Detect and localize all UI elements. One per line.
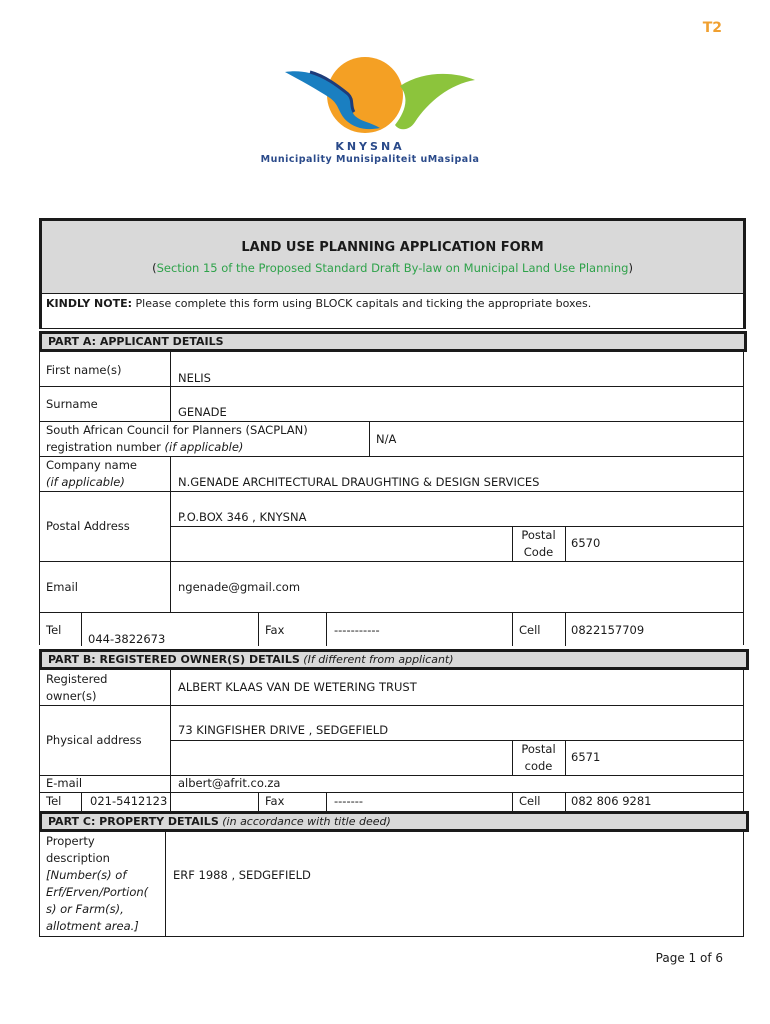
email-field[interactable]: ngenade@gmail.com <box>178 580 301 594</box>
email-label: Email <box>46 580 78 594</box>
logo-subtitle: Municipality Munisipaliteit uMasipala <box>260 154 480 165</box>
part-c-heading: PART C: PROPERTY DETAILS (in accordance with title deed) <box>39 811 749 832</box>
cell-label: Cell <box>519 623 541 637</box>
company-label: Company name (if applicable) <box>46 458 137 489</box>
owner-cell-field[interactable]: 082 806 9281 <box>571 794 652 808</box>
property-description-label: Property description [Number(s) of Erf/Erven/Portion( s) or Farm(s), allotment area.] <box>46 834 149 933</box>
sacplan-field[interactable]: N/A <box>376 432 397 446</box>
physical-address-label: Physical address <box>46 733 142 747</box>
owner-tel-label: Tel <box>46 794 62 808</box>
document-code: T2 <box>702 20 722 36</box>
part-a-heading: PART A: APPLICANT DETAILS <box>39 331 747 352</box>
first-name-field[interactable]: NELIS <box>178 371 211 385</box>
postal-address-label: Postal Address <box>46 519 130 533</box>
kindly-note: KINDLY NOTE: Please complete this form using BLOCK capitals and ticking the appropriate boxes. <box>46 297 592 310</box>
form-title: LAND USE PLANNING APPLICATION FORM <box>241 240 544 255</box>
company-field[interactable]: N.GENADE ARCHITECTURAL DRAUGHTING & DESIGN SERVICES <box>178 475 540 489</box>
physical-address-field[interactable]: 73 KINGFISHER DRIVE , SEDGEFIELD <box>178 723 389 737</box>
first-name-label: First name(s) <box>46 363 122 377</box>
owner-field[interactable]: ALBERT KLAAS VAN DE WETERING TRUST <box>178 680 417 694</box>
fax-field[interactable]: ----------- <box>334 623 380 637</box>
owner-fax-field[interactable]: ------- <box>334 794 364 808</box>
owner-email-field[interactable]: albert@afrit.co.za <box>178 776 281 790</box>
owner-cell-label: Cell <box>519 794 541 808</box>
tel-label: Tel <box>46 623 62 637</box>
tel-field[interactable]: 044-3822673 <box>88 632 166 646</box>
postal-code-label: Postal Code <box>521 528 556 559</box>
owner-postal-code-field[interactable]: 6571 <box>571 750 601 764</box>
cell-field[interactable]: 0822157709 <box>571 623 645 637</box>
property-description-field[interactable]: ERF 1988 , SEDGEFIELD <box>173 868 311 882</box>
fax-label: Fax <box>265 623 285 637</box>
owner-fax-label: Fax <box>265 794 285 808</box>
surname-label: Surname <box>46 397 98 411</box>
part-a-table <box>39 352 744 645</box>
form-subtitle: (Section 15 of the Proposed Standard Draft By-law on Municipal Land Use Planning) <box>152 261 633 275</box>
owner-tel-field[interactable]: 021-5412123 <box>90 794 168 808</box>
owner-email-label: E-mail <box>46 776 83 790</box>
title-box <box>39 218 746 294</box>
owner-label: Registered owner(s) <box>46 672 108 703</box>
sacplan-label: South African Council for Planners (SACPLAN) registration number (if applicable) <box>46 423 308 454</box>
surname-field[interactable]: GENADE <box>178 405 227 419</box>
part-b-heading: PART B: REGISTERED OWNER(S) DETAILS (If different from applicant) <box>39 649 749 670</box>
postal-address-field[interactable]: P.O.BOX 346 , KNYSNA <box>178 510 307 524</box>
page-number: Page 1 of 6 <box>655 951 723 965</box>
postal-code-field[interactable]: 6570 <box>571 536 601 550</box>
logo-name: KNYSNA <box>335 140 405 153</box>
owner-postal-code-label: Postal code <box>521 742 556 773</box>
